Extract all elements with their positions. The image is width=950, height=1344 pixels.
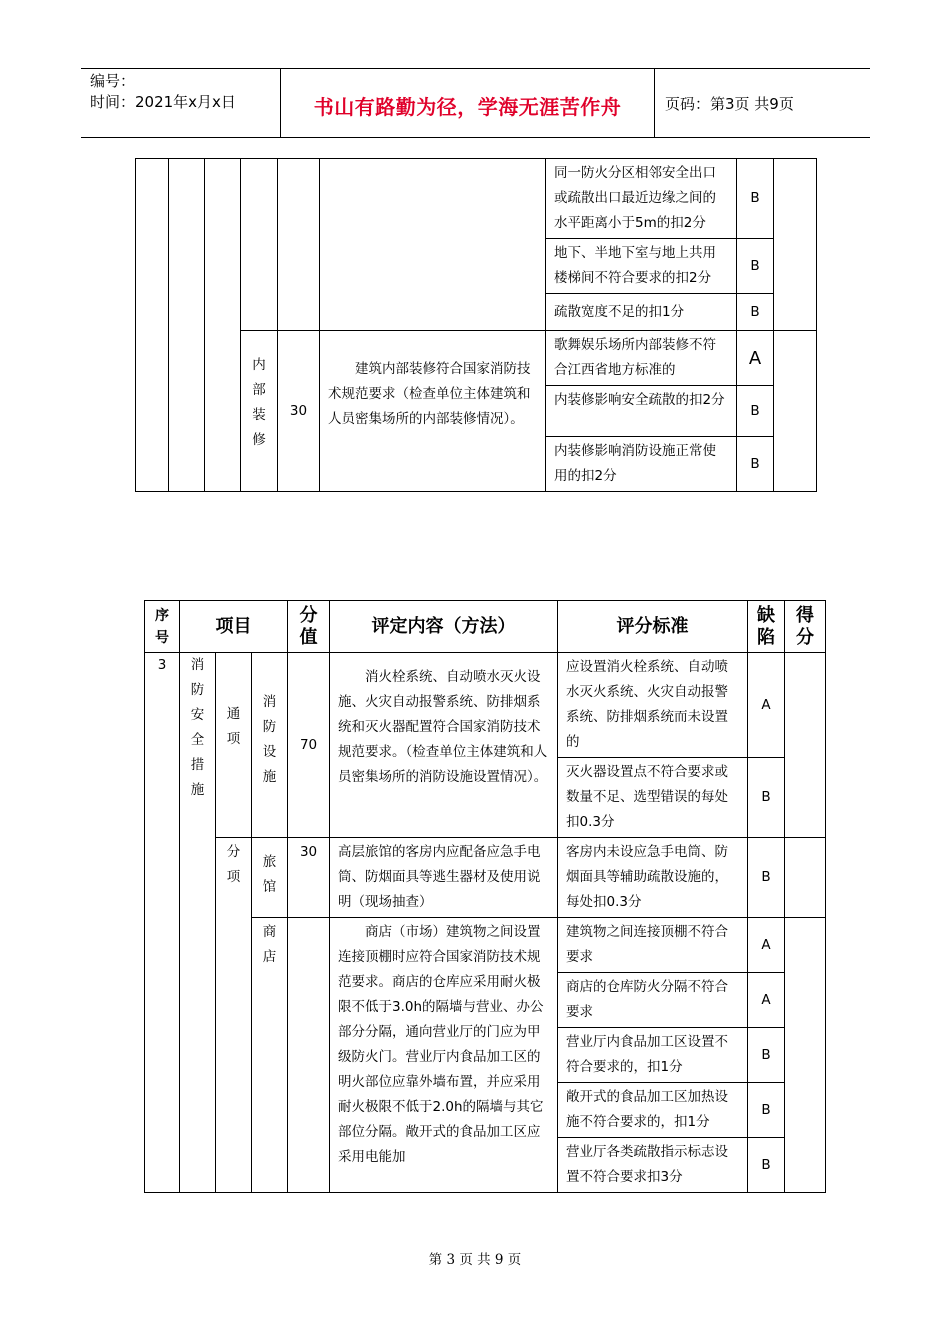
score-cell [785,838,826,918]
defect-cell: B [748,1138,785,1193]
defect-cell: B [748,758,785,838]
standard-cell: 应设置消火栓系统、自动喷水灭火系统、火灾自动报警系统、防排烟系统而未设置的 [558,653,748,758]
standard-cell: 歌舞娱乐场所内部装修不符合江西省地方标准的 [546,331,737,386]
standard-cell: 灭火器设置点不符合要求或数量不足、选型错误的每处扣0.3分 [558,758,748,838]
standard-cell: 商店的仓库防火分隔不符合要求 [558,973,748,1028]
table-row [145,653,826,758]
defect-cell: B [737,294,774,331]
shop-cell: 商店 [252,918,288,1193]
header-defect: 缺陷 [748,601,785,653]
facilities-cell: 消防设施 [252,653,288,838]
defect-cell: A [737,331,774,386]
header-divider [654,69,655,137]
hotel-cell: 旅馆 [252,838,288,918]
general-cell: 通项 [216,653,252,838]
score-cell [774,331,817,492]
content-cell: 建筑内部装修符合国家消防技术规范要求（检查单位主体建筑和人员密集场所的内部装修情况）。 [320,331,546,492]
defect-cell: B [737,239,774,294]
score-value-cell: 30 [288,838,330,918]
category-cell: 消防安全措施 [180,653,216,1193]
table-header-row [145,601,826,653]
defect-cell: B [737,386,774,437]
page-footer: 第 3 页 共 9 页 [428,1252,522,1268]
page-header [81,68,870,138]
defect-cell: A [748,973,785,1028]
defect-cell: B [737,437,774,492]
standard-cell: 建筑物之间连接顶棚不符合要求 [558,918,748,973]
defect-cell: A [748,653,785,758]
header-meta [90,71,236,113]
header-standard: 评分标准 [558,601,748,653]
header-page-number: 页码：第3页 共9页 [665,95,794,113]
header-item: 项目 [180,601,288,653]
standard-cell: 客房内未设应急手电筒、防烟面具等辅助疏散设施的，每处扣0.3分 [558,838,748,918]
score-value-cell [288,918,330,1193]
content-cell: 商店（市场）建筑物之间设置连接顶棚时应符合国家消防技术规范要求。商店的仓库应采用耐火极限不低于3.0h的隔墙与营业、办公部分分隔，通向营业厅的门应为甲级防火门。营业厅内食品加工区的明火部位应靠外墙布置，并应采用耐火极限不低于2.0h的隔墙与其它部位分隔。敞开式的食品加工区应采用电能加 [330,918,558,1193]
time-label: 时间：2021年x月x日 [90,93,236,111]
score-value-cell: 30 [278,331,320,492]
standard-cell: 地下、半地下室与地上共用楼梯间不符合要求的扣2分 [546,239,737,294]
score-value-cell: 70 [288,653,330,838]
standard-cell: 同一防火分区相邻安全出口或疏散出口最近边缘之间的水平距离小于5m的扣2分 [546,159,737,239]
score-cell [785,918,826,1193]
defect-cell: A [748,918,785,973]
standard-cell: 内装修影响消防设施正常使用的扣2分 [546,437,737,492]
header-motto: 书山有路勤为径，学海无涯苦作舟 [313,95,622,119]
item-cell [241,331,278,492]
score-cell [785,653,826,838]
number-label: 编号： [90,72,136,90]
table-continuation [135,158,817,492]
item-label: 内部装修 [252,357,266,448]
standard-cell: 营业厅内食品加工区设置不符合要求的，扣1分 [558,1028,748,1083]
header-result: 得分 [785,601,826,653]
defect-cell: B [748,838,785,918]
table-row [145,838,826,918]
standard-cell: 营业厅各类疏散指示标志设置不符合要求扣3分 [558,1138,748,1193]
table-fire-safety [144,600,826,1193]
seq-cell: 3 [145,653,180,1193]
score-cell [774,159,817,331]
header-seq: 序号 [145,601,180,653]
header-score: 分值 [288,601,330,653]
defect-cell: B [748,1028,785,1083]
defect-cell: B [737,159,774,239]
defect-cell: B [748,1083,785,1138]
content-cell: 消火栓系统、自动喷水灭火设施、火灾自动报警系统、防排烟系统和灭火器配置符合国家消防技术规范要求。（检查单位主体建筑和人员密集场所的消防设施设置情况）。 [330,653,558,838]
standard-cell: 疏散宽度不足的扣1分 [546,294,737,331]
standard-cell: 敞开式的食品加工区加热设施不符合要求的，扣1分 [558,1083,748,1138]
special-cell: 分项 [216,838,252,1193]
content-cell: 高层旅馆的客房内应配备应急手电筒、防烟面具等逃生器材及使用说明（现场抽查） [330,838,558,918]
table-row [136,159,817,239]
header-content: 评定内容（方法） [330,601,558,653]
standard-cell: 内装修影响安全疏散的扣2分 [546,386,737,437]
